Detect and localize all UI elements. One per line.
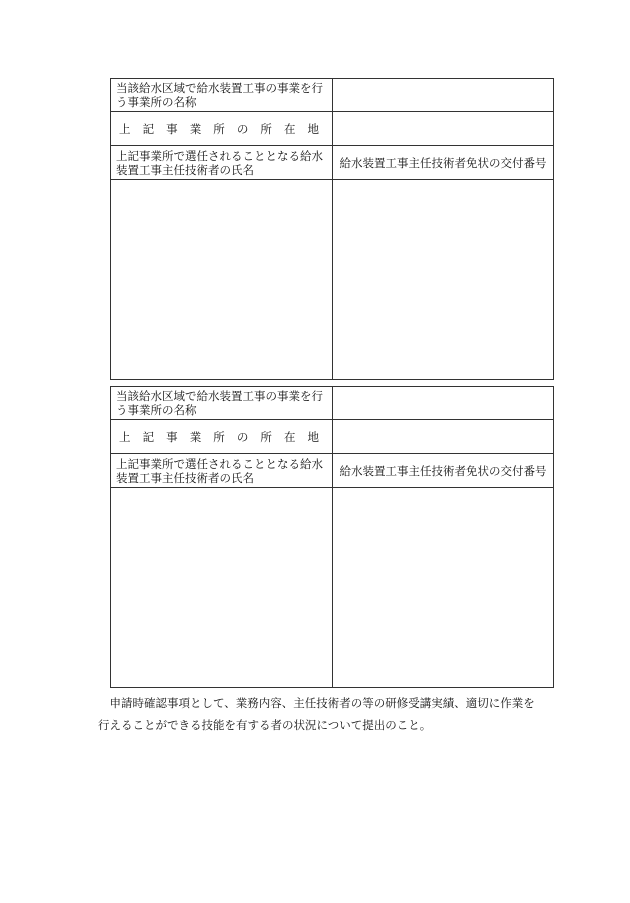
engineer-name-field[interactable] (111, 488, 333, 688)
license-number-label: 給水装置工事主任技術者免状の交付番号 (333, 146, 554, 180)
address-label-char: 在 (283, 121, 296, 136)
form-table-2 (110, 386, 554, 688)
address-label-char: 記 (142, 429, 155, 444)
address-label-char: 地 (307, 121, 319, 136)
office-name-label: 当該給水区域で給水装置工事の事業を行う事業所の名称 (111, 387, 333, 420)
engineer-name-label: 上記事業所で選任されることとなる給水装置工事主任技術者の氏名 (111, 454, 333, 488)
address-field[interactable] (333, 420, 554, 454)
note-line-2: 行えることができる技能を有する者の状況について提出のこと。 (98, 718, 432, 732)
address-label (111, 112, 333, 146)
address-label-char: の (236, 121, 249, 136)
address-label-char: 業 (189, 121, 202, 136)
address-label-char: 上 (119, 121, 131, 136)
address-label-char: 地 (307, 429, 319, 444)
address-label-char: 所 (260, 121, 272, 136)
license-number-field[interactable] (333, 180, 554, 380)
address-label-char: 所 (260, 429, 272, 444)
address-label-char: 所 (213, 429, 225, 444)
engineer-name-label: 上記事業所で選任されることとなる給水装置工事主任技術者の氏名 (111, 146, 333, 180)
address-label-char: 業 (189, 429, 202, 444)
address-label-char: 上 (119, 429, 131, 444)
address-field[interactable] (333, 112, 554, 146)
address-label (111, 420, 333, 454)
address-label-char: 事 (166, 121, 178, 136)
address-label-char: 記 (142, 121, 155, 136)
office-name-field[interactable] (333, 79, 554, 112)
address-label-char: 所 (213, 121, 225, 136)
submission-note (98, 692, 558, 736)
form-table-1 (110, 78, 554, 380)
engineer-name-field[interactable] (111, 180, 333, 380)
license-number-field[interactable] (333, 488, 554, 688)
address-label-char: 在 (283, 429, 296, 444)
note-line-1: 申請時確認事項として、業務内容、主任技術者の等の研修受講実績、適切に作業を (109, 696, 535, 710)
address-label-char: の (236, 429, 249, 444)
office-name-field[interactable] (333, 387, 554, 420)
license-number-label: 給水装置工事主任技術者免状の交付番号 (333, 454, 554, 488)
office-name-label: 当該給水区域で給水装置工事の事業を行う事業所の名称 (111, 79, 333, 112)
address-label-char: 事 (166, 429, 178, 444)
